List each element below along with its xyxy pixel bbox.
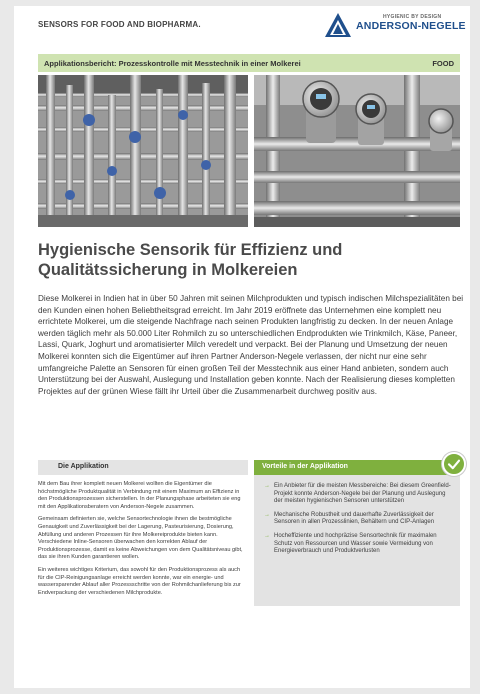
check-circle-icon <box>442 452 466 476</box>
arrow-right-icon: → <box>264 511 270 518</box>
advantage-item <box>264 533 454 556</box>
photo-process-piping <box>38 75 248 227</box>
brand-line: SENSORS FOR FOOD AND BIOPHARMA. <box>38 20 201 29</box>
application-paragraph: Ein weiteres wichtiges Kriterium, das sowohl für den Produktionsprozess als auch für die CIP-Reinigungsanlage erreicht werden konnte, war ein energie- und wassersparender Ablauf aller Prozessschritte von der Rohmilchanlieferung bis zur Endverpackung der verschiedenen Milchprodukte. <box>38 566 241 596</box>
article-title: Hygienische Sensorik für Effizienz und Qualitätssicherung in Molkereien <box>38 241 343 279</box>
application-heading: Die Applikation <box>38 460 248 475</box>
article-intro: Diese Molkerei in Indien hat in über 50 Jahren mit seinen Milchprodukten und typisch indischen Milchspezialitäten bei den Kunden einen hohen Beliebtheitsgrad erreicht. Im Jahr 2019 eröffnete das Unternehmen eine komplett neu errichtete Molkerei, um die steigende Nachfrage nach seinen Produkten langfristig zu decken. In der neuen Anlage werden täglich mehr als 50.000 Liter Rohmilch zu so unterschiedlichen Endprodukten wie Trinkmilch, Käse, Paneer, Lassi, Quark, Joghurt und aromatisierter Milch veredelt und verpackt. Bei der Planung und Umsetzung der neuen Molkerei konnten sich die Eigentümer auf ihren Partner Anderson-Negele verlassen, der nicht nur eine sehr umfangreiche Palette an Sensoren für einen großen Teil der Messtechnik aus einer Hand anbieten, sondern auch Unterstützung bei der Auswahl, Auslegung und Installation geben konnte. Nach der Realisierung dieses kompletten Projektes auf der grünen Wiese fällt ihr Urteil über die Zusammenarbeit durchweg positiv aus. <box>38 294 464 396</box>
logo-name: ANDERSON-NEGELE <box>356 20 466 32</box>
advantage-item <box>264 483 454 506</box>
application-body <box>38 481 248 602</box>
advantage-text: Mechanische Robustheit und dauerhafte Zuverlässigkeit der Sensoren in allen Prozesslinien, Behältern und CIP-Anlagen <box>274 511 435 526</box>
advantage-text: Hocheffiziente und hochpräzise Sensortechnik für maximalen Schutz von Ressourcen und Wasser sowie Vermeidung von Energieverbrauch und Produktverlusten <box>274 532 437 555</box>
application-paragraph: Gemeinsam definierten sie, welche Sensortechnologie ihnen die bestmögliche Genauigkeit und Zuverlässigkeit bei der Lagerung, Pasteurisierung, Dosierung, Abfüllung und anderen Prozessen für ihre Molkereiprodukte bieten kann. Verschiedene Inline-Sensoren überwachen den korrekten Ablauf der Produktionsprozesse, damit es keine Abweichungen von dem Qualitätsniveau gibt, das sie ihren Kunden garantieren wollen. <box>38 516 243 561</box>
report-bar <box>38 54 460 72</box>
logo-tagline: HYGIENIC BY DESIGN <box>383 14 442 20</box>
application-paragraph: Mit dem Bau ihrer komplett neuen Molkerei wollten die Eigentümer die höchstmögliche Produktqualität in Verbindung mit einem Maximum an Effizienz in den Produktionsprozessen sicherstellen. In der Planungsphase arbeiteten sie eng mit den Applikationsberatern von Anderson-Negele zusammen. <box>38 481 241 510</box>
advantages-heading: Vorteile in der Applikation <box>254 460 460 475</box>
anderson-negele-logo-icon <box>324 12 352 38</box>
report-category: FOOD <box>432 58 454 68</box>
advantage-item <box>264 512 454 527</box>
advantages-box <box>254 475 460 606</box>
arrow-right-icon: → <box>264 532 270 539</box>
document-page <box>14 6 470 688</box>
arrow-right-icon: → <box>264 483 270 489</box>
report-title: Applikationsbericht: Prozesskontrolle mit Messtechnik in einer Molkerei <box>44 58 301 68</box>
advantage-text: Ein Anbieter für die meisten Messbereiche: Bei diesem Greenfield-Projekt konnte Anderson-Negele bei der Planung und Auslegung der meisten hygienischen Sensoren unterstützen <box>274 483 451 505</box>
photo-sensors-on-pipes <box>254 75 460 227</box>
